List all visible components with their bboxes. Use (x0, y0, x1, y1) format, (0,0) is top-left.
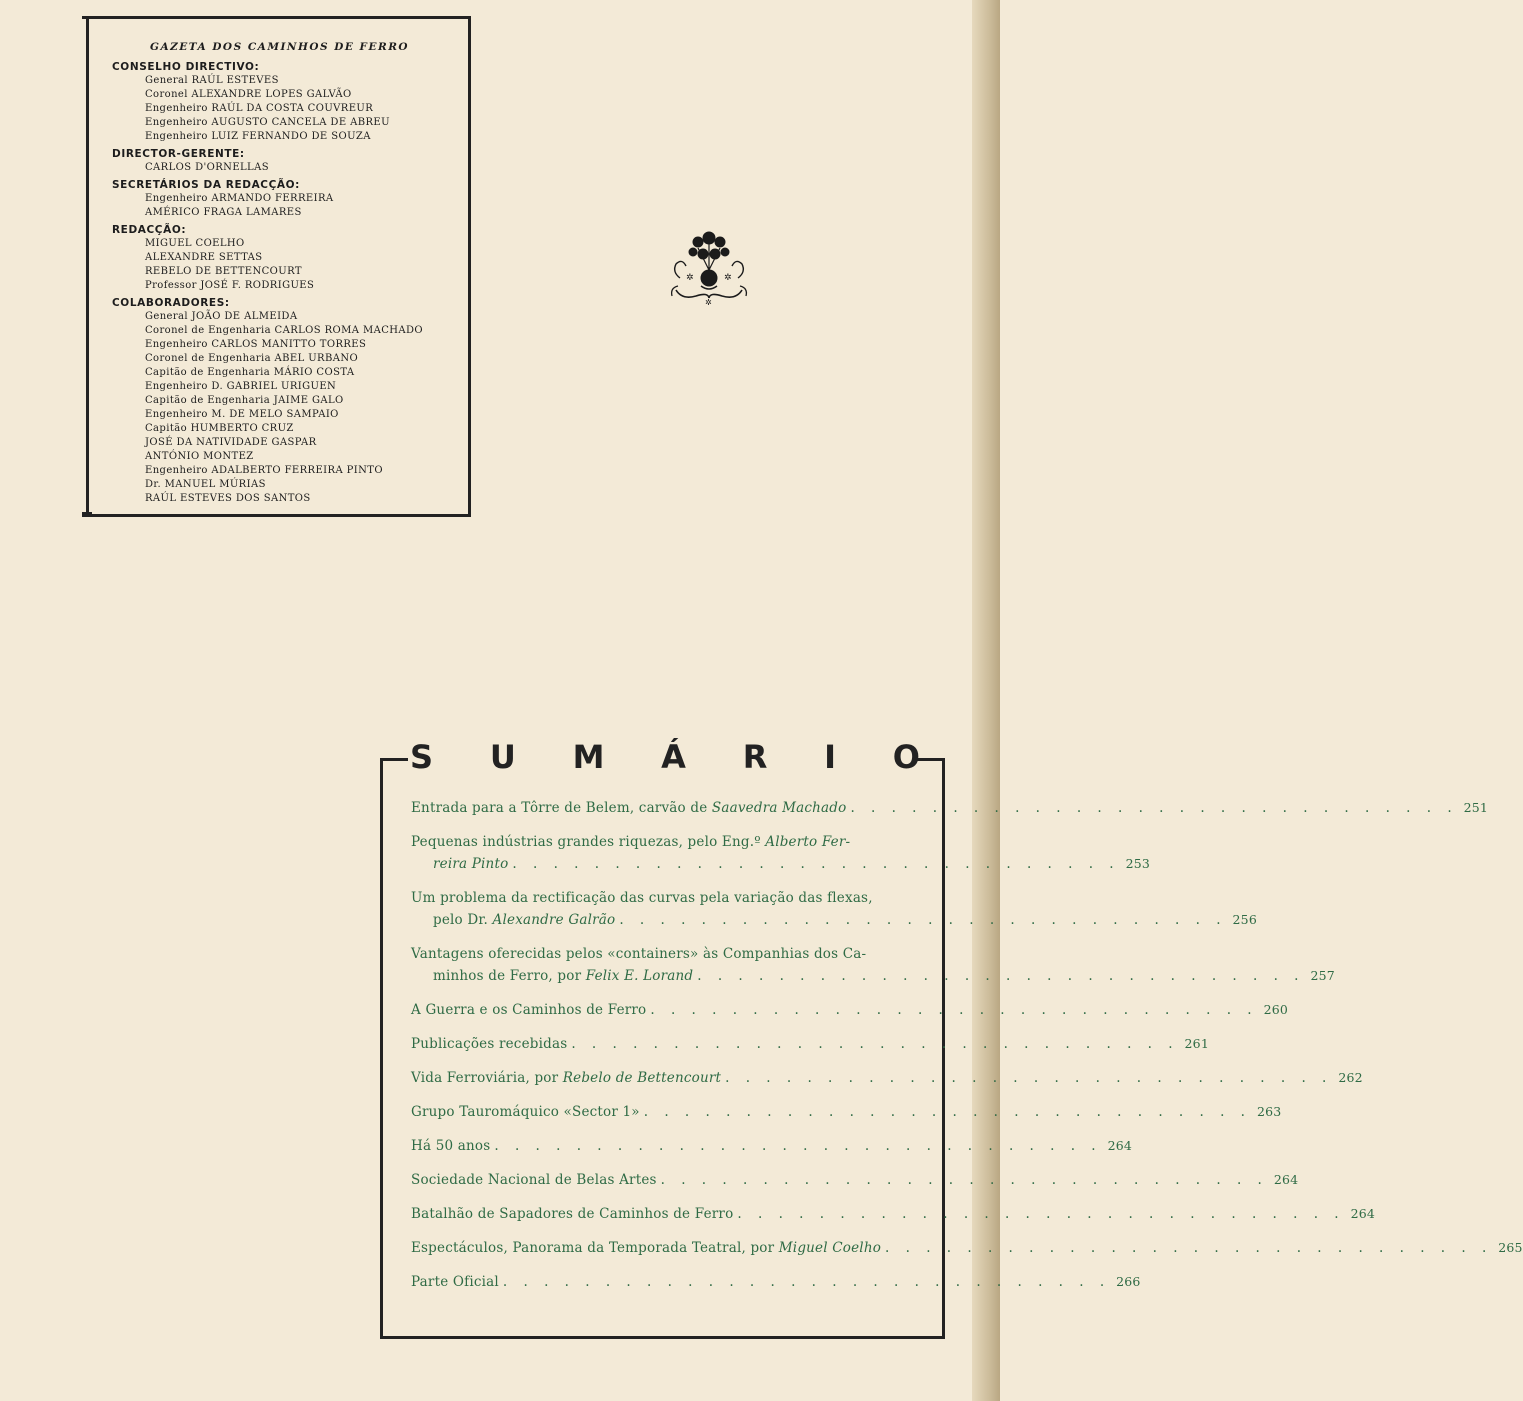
toc-entry-line (411, 1067, 1363, 1089)
masthead-staff-name: MIGUEL COELHO (145, 238, 245, 249)
toc-entry[interactable] (411, 1271, 1141, 1293)
toc-page-number: 264 (1273, 1172, 1299, 1187)
sumario-title-letter: I (824, 738, 837, 776)
toc-entry-text (433, 853, 508, 875)
toc-entry-text (411, 1203, 733, 1225)
toc-entry-title: Espectáculos, Panorama da Temporada Teatral, por (411, 1240, 779, 1256)
masthead-staff-name: ANTÓNIO MONTEZ (145, 451, 254, 462)
toc-entry-author: Rebelo de Bettencourt (562, 1070, 722, 1086)
toc-entry-title: pelo Dr. (433, 912, 493, 928)
toc-page-number: 257 (1310, 968, 1335, 983)
svg-text:✲: ✲ (686, 273, 694, 283)
masthead-section-heading: COLABORADORES: (112, 297, 230, 309)
toc-entry-line (411, 853, 1151, 875)
masthead-box (82, 16, 471, 517)
toc-leader-dots: . . . . . . . . . . . . . . . . . . . . . . . . . . . . . . (885, 1240, 1493, 1256)
masthead-staff-name: REBELO DE BETTENCOURT (145, 266, 302, 277)
toc-entry-title: minhos de Ferro, por (433, 968, 586, 984)
toc-leader-dots: . . . . . . . . . . . . . . . . . . . . . . . . . . . . . . (850, 800, 1458, 816)
toc-entry-title: Pequenas indústrias grandes riquezas, pelo Eng.º (411, 834, 766, 850)
toc-page-number: 266 (1116, 1274, 1141, 1289)
masthead-staff-name: General RAÚL ESTEVES (145, 75, 279, 86)
toc-entry-text (411, 1033, 567, 1055)
masthead-section (112, 60, 462, 144)
toc-leader-dots: . . . . . . . . . . . . . . . . . . . . . . . . . . . . . . (737, 1206, 1345, 1222)
sumario-title (410, 737, 920, 777)
masthead-section-heading: CONSELHO DIRECTIVO: (112, 61, 260, 73)
masthead-section (112, 296, 462, 506)
toc-leader-dots: . . . . . . . . . . . . . . . . . . . . . . . . . . . . . . (494, 1138, 1102, 1154)
masthead-section (112, 223, 462, 293)
masthead-staff-name: AMÉRICO FRAGA LAMARES (145, 207, 302, 218)
masthead-section (112, 147, 462, 175)
toc-entry-text (411, 831, 850, 853)
toc-entry-line (411, 1135, 1133, 1157)
toc-page-number: 261 (1184, 1036, 1209, 1051)
toc-entry[interactable] (411, 1033, 1209, 1055)
sumario-title-letter: Á (661, 738, 686, 776)
masthead-staff-list (112, 57, 462, 509)
masthead-staff-name: Capitão HUMBERTO CRUZ (145, 423, 294, 434)
toc-page-number: 264 (1350, 1206, 1376, 1221)
toc-leader-dots: . . . . . . . . . . . . . . . . . . . . . . . . . . . . . . (502, 1274, 1111, 1290)
toc-entry-line (411, 1169, 1299, 1191)
masthead-title: GAZETA DOS CAMINHOS DE FERRO (150, 41, 410, 53)
toc-entry-text (433, 965, 693, 987)
toc-page-number: 256 (1232, 912, 1257, 927)
toc-entry-title: Batalhão de Sapadores de Caminhos de Ferro (411, 1206, 734, 1222)
toc-leader-dots: . . . . . . . . . . . . . . . . . . . . . . . . . . . . . . (619, 912, 1227, 928)
masthead-staff-name: Coronel ALEXANDRE LOPES GALVÃO (145, 89, 352, 100)
sumario-top-rule-left (380, 758, 408, 761)
toc-entry-text (411, 797, 846, 819)
toc-entry-title: Entrada para a Tôrre de Belem, carvão de (411, 800, 712, 816)
toc-page-number: 260 (1263, 1002, 1289, 1017)
toc-entry-title: Vida Ferroviária, por (411, 1070, 563, 1086)
masthead-section-heading: DIRECTOR-GERENTE: (112, 148, 245, 160)
toc-page-number: 263 (1256, 1104, 1282, 1119)
toc-leader-dots: . . . . . . . . . . . . . . . . . . . . . . . . . . . . . . (643, 1104, 1251, 1120)
masthead-section-heading: REDACÇÃO: (112, 224, 187, 236)
toc-entry-author: Felix E. Lorand (585, 968, 694, 984)
toc-entry-title: Um problema da rectificação das curvas pela variação das flexas, (411, 890, 873, 906)
masthead-staff-name: JOSÉ DA NATIVIDADE GASPAR (145, 437, 317, 448)
toc-entry-line (411, 909, 1257, 931)
masthead-staff-name: Coronel de Engenharia ABEL URBANO (145, 353, 359, 364)
masthead-staff-name: Engenheiro ARMANDO FERREIRA (145, 193, 334, 204)
masthead-staff-name: Engenheiro M. DE MELO SAMPAIO (145, 409, 339, 420)
masthead-corner (82, 512, 92, 515)
toc-entry-text (411, 943, 866, 965)
sumario-title-letter: R (742, 738, 768, 776)
masthead-staff-name: Professor JOSÉ F. RODRIGUES (145, 280, 315, 291)
toc-entry-line (411, 965, 1335, 987)
toc-leader-dots: . . . . . . . . . . . . . . . . . . . . . . . . . . . . . . (571, 1036, 1179, 1052)
toc-entry-text (411, 999, 646, 1021)
toc-entry[interactable] (411, 943, 1335, 987)
toc-entry-title: Vantagens oferecidas pelos «containers» às Companhias dos Ca- (411, 946, 867, 962)
toc-entry-line (411, 1101, 1282, 1123)
sumario-title-letter: S (410, 738, 434, 776)
toc-entry-title: Há 50 anos (411, 1138, 491, 1154)
toc-entry-author: Miguel Coelho (778, 1240, 882, 1256)
toc-entry[interactable] (411, 887, 1257, 931)
toc-leader-dots: . . . . . . . . . . . . . . . . . . . . . . . . . . . . . . (725, 1070, 1333, 1086)
masthead-staff-name: RAÚL ESTEVES DOS SANTOS (145, 493, 311, 504)
toc-entry-line (411, 1271, 1141, 1293)
sumario-title-letter: U (489, 738, 516, 776)
toc-entry[interactable] (411, 1169, 1299, 1191)
masthead-staff-name: Engenheiro RAÚL DA COSTA COUVREUR (145, 103, 374, 114)
toc-page-number: 264 (1107, 1138, 1133, 1153)
toc-entry-author: Alexandre Galrão (492, 912, 616, 928)
toc-entry-title: A Guerra e os Caminhos de Ferro (411, 1002, 647, 1018)
toc-entry-text (411, 1271, 499, 1293)
toc-entry[interactable] (411, 797, 1489, 819)
toc-entry-line (411, 887, 923, 909)
toc-entry[interactable] (411, 1237, 1523, 1259)
toc-entry-title: Parte Oficial (411, 1274, 499, 1290)
masthead-staff-name: ALEXANDRE SETTAS (145, 252, 263, 263)
masthead-staff-name: CARLOS D'ORNELLAS (145, 162, 269, 173)
toc-entry-title: Grupo Tauromáquico «Sector 1» (411, 1104, 640, 1120)
toc-entry[interactable] (411, 1101, 1282, 1123)
toc-entry-author: Alberto Fer- (765, 834, 851, 850)
toc-page-number: 262 (1338, 1070, 1363, 1085)
toc-entry[interactable] (411, 1135, 1133, 1157)
masthead-staff-name: Coronel de Engenharia CARLOS ROMA MACHADO (145, 325, 424, 336)
svg-text:✲: ✲ (724, 273, 732, 283)
toc-entry-title: Publicações recebidas (411, 1036, 568, 1052)
masthead-left-rule (86, 19, 89, 515)
toc-entry-line (411, 831, 923, 853)
masthead-staff-name: Dr. MANUEL MÚRIAS (145, 479, 266, 490)
masthead-staff-name: Engenheiro ADALBERTO FERREIRA PINTO (145, 465, 383, 476)
toc-entry[interactable] (411, 1067, 1363, 1089)
toc-leader-dots: . . . . . . . . . . . . . . . . . . . . . . . . . . . . . . (650, 1002, 1258, 1018)
toc-entry-line (411, 943, 923, 965)
toc-entry-text (411, 1067, 721, 1089)
masthead-staff-name: Capitão de Engenharia MÁRIO COSTA (145, 367, 355, 378)
masthead-staff-name: Engenheiro CARLOS MANITTO TORRES (145, 339, 367, 350)
toc-entry-text (411, 1169, 657, 1191)
masthead-staff-name: Engenheiro D. GABRIEL URIGUEN (145, 381, 337, 392)
toc-entry-line (411, 1033, 1209, 1055)
toc-page-number: 253 (1125, 856, 1151, 871)
toc-leader-dots: . . . . . . . . . . . . . . . . . . . . . . . . . . . . . . (697, 968, 1305, 984)
masthead-staff-name: Engenheiro LUIZ FERNANDO DE SOUZA (145, 131, 371, 142)
toc-entry[interactable] (411, 1203, 1376, 1225)
toc-entry-line (411, 797, 1489, 819)
toc-entry[interactable] (411, 831, 1151, 875)
toc-entry-author: Saavedra Machado (711, 800, 847, 816)
svg-text:✲: ✲ (705, 298, 712, 307)
toc-leader-dots: . . . . . . . . . . . . . . . . . . . . . . . . . . . . . . (512, 856, 1120, 872)
toc-entry-line (411, 999, 1289, 1021)
flower-vase-emblem-icon (668, 228, 750, 306)
table-of-contents (411, 797, 1523, 1293)
toc-page-number: 265 (1498, 1240, 1523, 1255)
toc-entry-line (411, 1237, 1523, 1259)
toc-entry-title: Sociedade Nacional de Belas Artes (411, 1172, 657, 1188)
toc-entry-author: reira Pinto (433, 856, 509, 872)
toc-entry-line (411, 1203, 1376, 1225)
toc-entry[interactable] (411, 999, 1289, 1021)
toc-leader-dots: . . . . . . . . . . . . . . . . . . . . . . . . . . . . . . (660, 1172, 1268, 1188)
toc-entry-text (411, 1135, 490, 1157)
toc-entry-text (433, 909, 615, 931)
toc-entry-text (411, 887, 873, 909)
masthead-section-heading: SECRETÁRIOS DA REDACÇÃO: (112, 179, 300, 191)
toc-entry-text (411, 1101, 640, 1123)
sumario-title-letter: M (572, 738, 605, 776)
toc-page-number: 251 (1463, 800, 1489, 815)
masthead-section (112, 178, 462, 220)
toc-entry-text (411, 1237, 881, 1259)
masthead-staff-name: Engenheiro AUGUSTO CANCELA DE ABREU (145, 117, 390, 128)
masthead-staff-name: General JOÃO DE ALMEIDA (145, 311, 298, 322)
masthead-staff-name: Capitão de Engenharia JAIME GALO (145, 395, 344, 406)
sumario-title-letter: O (892, 738, 920, 776)
